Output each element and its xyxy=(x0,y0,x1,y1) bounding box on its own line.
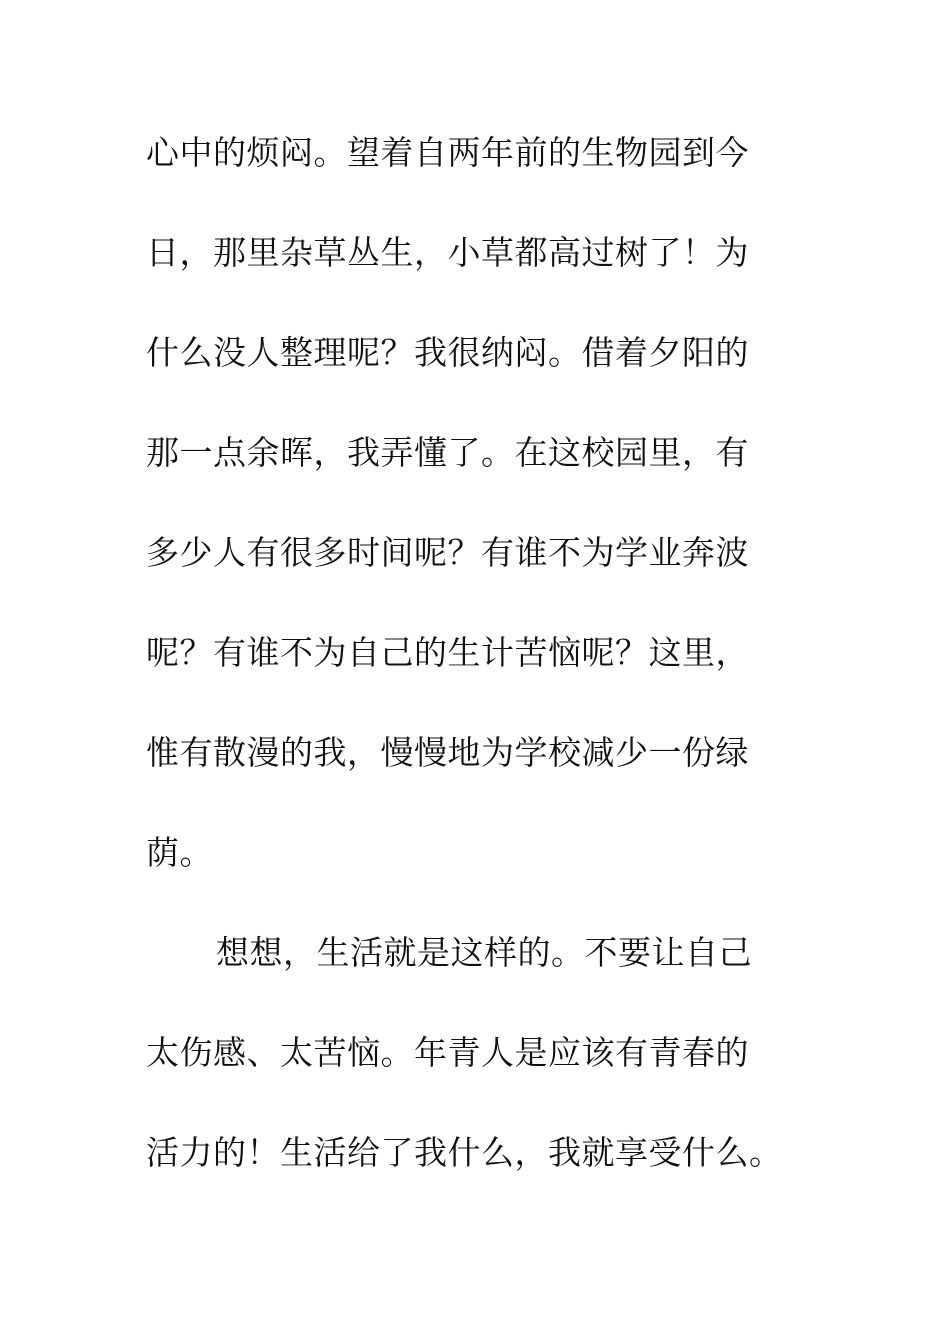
text-line: 呢？有谁不为自己的生计苦恼呢？这里， xyxy=(146,633,749,672)
text-line: 活力的！生活给了我什么，我就享受什么。 xyxy=(146,1133,783,1172)
text-line: 荫。 xyxy=(146,833,213,872)
text-line: 多少人有很多时间呢？有谁不为学业奔波 xyxy=(146,533,749,572)
text-line: 太伤感、太苦恼。年青人是应该有青春的 xyxy=(146,1033,749,1072)
text-line: 心中的烦闷。望着自两年前的生物园到今 xyxy=(146,133,749,172)
body-text xyxy=(146,128,826,1228)
paragraph-start-line: 想想，生活就是这样的。不要让自己 xyxy=(216,933,752,972)
text-line: 什么没人整理呢？我很纳闷。借着夕阳的 xyxy=(146,333,749,372)
text-line: 那一点余晖，我弄懂了。在这校园里，有 xyxy=(146,433,749,472)
text-line: 惟有散漫的我，慢慢地为学校减少一份绿 xyxy=(146,733,749,772)
text-line: 日，那里杂草丛生，小草都高过树了！为 xyxy=(146,233,749,272)
